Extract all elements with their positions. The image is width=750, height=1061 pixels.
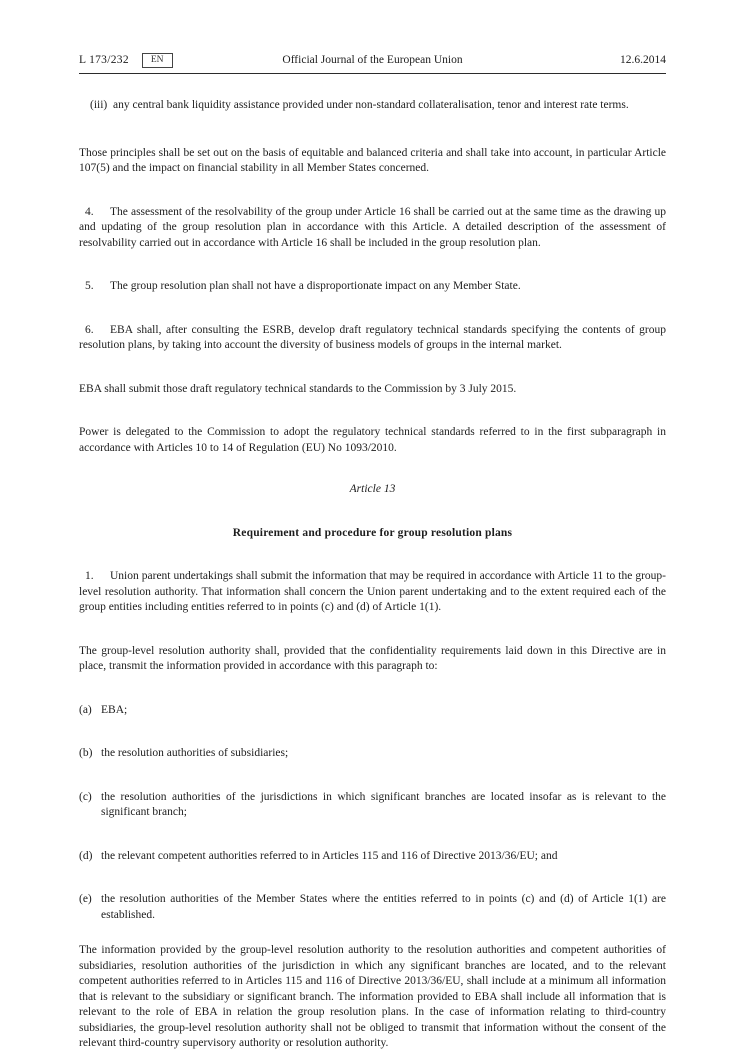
paragraph-principles: Those principles shall be set out on the basis of equitable and balanced criteria and shall take into account, in particular Article 107(5) and the impact on financial stability in all Member States concerned. <box>79 146 666 174</box>
paragraph-5-number: 5. <box>85 280 94 292</box>
paragraph-6 <box>79 323 666 354</box>
page-reference: L 173/232 <box>79 53 129 66</box>
subpoint-iii-marker: (iii) <box>90 99 108 111</box>
header-row <box>79 53 666 68</box>
paragraph-5 <box>79 279 666 295</box>
article-title: Requirement and procedure for group resolution plans <box>232 526 513 539</box>
paragraph-5-text: The group resolution plan shall not have a disproportionate impact on any Member State. <box>110 280 521 292</box>
journal-title: Official Journal of the European Union <box>282 53 463 66</box>
paragraph-1 <box>79 569 666 616</box>
list-item-e-text: the resolution authorities of the Member States where the entities referred to in points (c) and (d) of Article 1(1) are established. <box>101 893 666 921</box>
list-item-d-text: the relevant competent authorities referred to in Articles 115 and 116 of Directive 2013/36/EU; and <box>101 849 558 862</box>
paragraph-6-number: 6. <box>85 323 94 336</box>
paragraph-1-text: Union parent undertakings shall submit the information that may be required in accordance with Article 11 to the group-level resolution authority. That information shall concern the Union parent undertaking and to the extent required each of the group entities including entities referred to in points (c) and (d) of Article 1(1). <box>79 570 666 613</box>
list-item-d <box>79 849 666 865</box>
list-item-a <box>79 703 666 719</box>
list-item-b-marker: (b) <box>79 747 93 759</box>
list-item-c-marker: (c) <box>79 790 92 803</box>
list-item-b-text: the resolution authorities of subsidiaries; <box>101 747 289 759</box>
article-number: Article 13 <box>349 483 396 495</box>
list-item-e-marker: (e) <box>79 893 92 905</box>
paragraph-1-number: 1. <box>85 570 94 582</box>
list-item-b <box>79 746 666 762</box>
paragraph-4-text: The assessment of the resolvability of the group under Article 16 shall be carried out at the same time as the drawing up and updating of the group resolution plan in accordance with this Article. A detailed description of the assessment of resolvability carried out in accordance with Article 16 shall be included in the group resolution plan. <box>79 205 666 249</box>
paragraph-4 <box>79 205 666 252</box>
issue-date: 12.6.2014 <box>620 53 666 66</box>
paragraph-eba-submit: EBA shall submit those draft regulatory technical standards to the Commission by 3 July 2015. <box>79 382 517 395</box>
paragraph-transmit: The group-level resolution authority shall, provided that the confidentiality requirements laid down in this Directive are in place, transmit the information provided in accordance with this paragraph to: <box>79 644 666 672</box>
subpoint-iii-text: any central bank liquidity assistance provided under non-standard collateralisation, tenor and interest rate terms. <box>113 99 629 111</box>
page-header <box>0 0 750 74</box>
document-body <box>0 74 750 1052</box>
list-item-a-text: EBA; <box>101 703 128 716</box>
list-item-d-marker: (d) <box>79 849 93 862</box>
list-item-c-text: the resolution authorities of the jurisdictions in which significant branches are located insofar as is relevant to the significant branch; <box>101 790 666 818</box>
paragraph-closing: The information provided by the group-level resolution authority to the resolution authorities and competent authorities of subsidiaries, resolution authorities of the jurisdiction in which any significant branches are located, and to the relevant competent authorities referred to in Articles 115 and 116 of Directive 2013/36/EU, shall include at a minimum all information that is relevant to the subsidiary or significant branch. The information provided to EBA shall include all information that is relevant to the role of EBA in relation the group resolution plans. In the case of information relating to third-country subsidiaries, the group-level resolution authority shall not be obliged to transmit that information without the consent of the relevant third-country supervisory authority or resolution authority. <box>79 944 666 1049</box>
paragraph-4-number: 4. <box>85 205 94 218</box>
list-item-e <box>79 892 666 923</box>
paragraph-6-text: EBA shall, after consulting the ESRB, develop draft regulatory technical standards specifying the contents of group resolution plans, by taking into account the diversity of business models of groups in the internal market. <box>79 323 666 351</box>
list-item-a-marker: (a) <box>79 703 92 716</box>
list-item-c <box>79 790 666 821</box>
paragraph-power-delegated: Power is delegated to the Commission to adopt the regulatory technical standards referred to in the first subparagraph in accordance with Articles 10 to 14 of Regulation (EU) No 1093/2010. <box>79 426 666 454</box>
language-badge: EN <box>142 53 173 68</box>
subpoint-iii <box>90 98 666 114</box>
